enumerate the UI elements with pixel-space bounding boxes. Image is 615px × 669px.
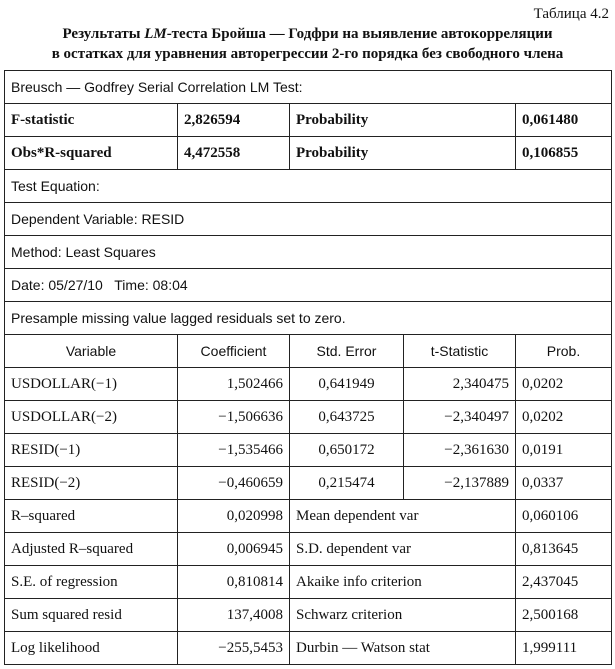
- info-line: Method: Least Squares: [5, 236, 612, 269]
- summary-value-right: 1,999111: [516, 632, 612, 665]
- coefficient: 1,502466: [178, 368, 290, 401]
- summary-value-right: 0,060106: [516, 500, 612, 533]
- coefficient: −0,460659: [178, 467, 290, 500]
- summary-label: R–squared: [5, 500, 178, 533]
- coefficient: −1,535466: [178, 434, 290, 467]
- variable: RESID(−2): [5, 467, 178, 500]
- column-header-row: [5, 335, 612, 368]
- t-statistic: −2,361630: [404, 434, 516, 467]
- summary-value: −255,5453: [178, 632, 290, 665]
- summary-value: 0,006945: [178, 533, 290, 566]
- std-error: 0,215474: [290, 467, 404, 500]
- table-row: [5, 401, 612, 434]
- info-row: [5, 203, 612, 236]
- prob: 0,0202: [516, 401, 612, 434]
- prob: 0,0191: [516, 434, 612, 467]
- col-coefficient: Coefficient: [178, 335, 290, 368]
- variable: USDOLLAR(−2): [5, 401, 178, 434]
- col-variable: Variable: [5, 335, 178, 368]
- info-line: Dependent Variable: RESID: [5, 203, 612, 236]
- t-statistic: 2,340475: [404, 368, 516, 401]
- col-t-statistic: t-Statistic: [404, 335, 516, 368]
- caption-lm: LM: [144, 26, 167, 42]
- variable: RESID(−1): [5, 434, 178, 467]
- stat-prob: 0,061480: [516, 104, 612, 137]
- summary-row: [5, 533, 612, 566]
- std-error: 0,641949: [290, 368, 404, 401]
- table-number: Таблица 4.2: [533, 6, 609, 22]
- table-row: [5, 368, 612, 401]
- summary-label-right: Mean dependent var: [290, 500, 516, 533]
- info-row: [5, 170, 612, 203]
- summary-value: 0,020998: [178, 500, 290, 533]
- caption-rest: -теста Бройша — Годфри на выявление автокорреляции: [166, 26, 553, 42]
- info-line: Date: 05/27/10 Time: 08:04: [5, 269, 612, 302]
- table-row: [5, 434, 612, 467]
- summary-label: Adjusted R–squared: [5, 533, 178, 566]
- table-row: [5, 467, 612, 500]
- info-row: [5, 302, 612, 335]
- t-statistic: −2,340497: [404, 401, 516, 434]
- summary-label-right: Durbin — Watson stat: [290, 632, 516, 665]
- stat-prob-label: Probability: [290, 137, 516, 170]
- stat-row: [5, 137, 612, 170]
- summary-value-right: 2,437045: [516, 566, 612, 599]
- summary-row: [5, 566, 612, 599]
- test-title: Breusch — Godfrey Serial Correlation LM Test:: [5, 71, 612, 104]
- summary-label: Sum squared resid: [5, 599, 178, 632]
- stat-value: 4,472558: [178, 137, 290, 170]
- prob: 0,0337: [516, 467, 612, 500]
- summary-row: [5, 632, 612, 665]
- coefficient: −1,506636: [178, 401, 290, 434]
- std-error: 0,650172: [290, 434, 404, 467]
- summary-row: [5, 599, 612, 632]
- summary-row: [5, 500, 612, 533]
- summary-value-right: 2,500168: [516, 599, 612, 632]
- stat-prob: 0,106855: [516, 137, 612, 170]
- summary-label: S.E. of regression: [5, 566, 178, 599]
- summary-label-right: Akaike info criterion: [290, 566, 516, 599]
- info-row: [5, 236, 612, 269]
- stat-label: Obs*R-squared: [5, 137, 178, 170]
- caption-line2: в остатках для уравнения авторегрессии 2-го порядка без свободного члена: [51, 46, 564, 62]
- info-line: Test Equation:: [5, 170, 612, 203]
- std-error: 0,643725: [290, 401, 404, 434]
- info-row: [5, 269, 612, 302]
- summary-label: Log likelihood: [5, 632, 178, 665]
- caption-prefix: Результаты: [62, 26, 145, 42]
- test-title-row: [5, 71, 612, 104]
- t-statistic: −2,137889: [404, 467, 516, 500]
- table-caption: [0, 24, 615, 64]
- col-prob: Prob.: [516, 335, 612, 368]
- info-line: Presample missing value lagged residuals set to zero.: [5, 302, 612, 335]
- stat-prob-label: Probability: [290, 104, 516, 137]
- stat-row: [5, 104, 612, 137]
- stat-label: F-statistic: [5, 104, 178, 137]
- col-std-error: Std. Error: [290, 335, 404, 368]
- summary-value: 0,810814: [178, 566, 290, 599]
- stat-value: 2,826594: [178, 104, 290, 137]
- variable: USDOLLAR(−1): [5, 368, 178, 401]
- prob: 0,0202: [516, 368, 612, 401]
- summary-value: 137,4008: [178, 599, 290, 632]
- summary-value-right: 0,813645: [516, 533, 612, 566]
- summary-label-right: Schwarz criterion: [290, 599, 516, 632]
- summary-label-right: S.D. dependent var: [290, 533, 516, 566]
- lm-test-table: [4, 70, 612, 665]
